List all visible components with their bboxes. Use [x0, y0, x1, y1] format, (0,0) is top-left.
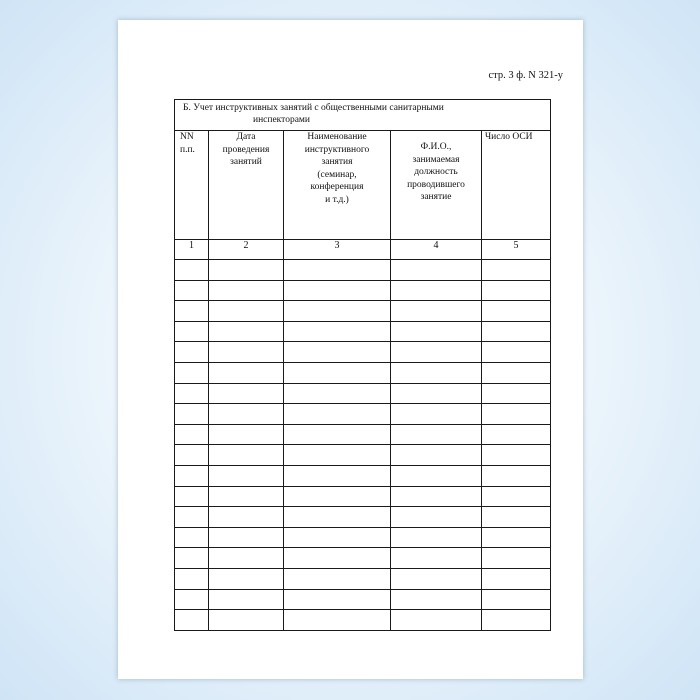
table-cell — [391, 301, 482, 322]
column-number: 1 — [175, 240, 209, 260]
table-cell — [209, 321, 284, 342]
table-cell — [482, 362, 551, 383]
table-title-line: Б. Учет инструктивных занятий с общественными санитарными — [183, 103, 444, 113]
table-cell — [391, 280, 482, 301]
table-row — [175, 260, 551, 281]
table-row — [175, 404, 551, 425]
table-cell — [209, 589, 284, 610]
table-cell — [482, 280, 551, 301]
table-cell — [175, 548, 209, 569]
table-cell — [209, 383, 284, 404]
header-date: Дата проведения занятий — [209, 131, 284, 240]
table-cell — [391, 486, 482, 507]
table-cell — [175, 342, 209, 363]
table-cell — [175, 527, 209, 548]
table-cell — [209, 445, 284, 466]
table-cell — [482, 610, 551, 631]
table-cell — [391, 383, 482, 404]
table-row — [175, 342, 551, 363]
table-cell — [284, 486, 391, 507]
table-cell — [391, 321, 482, 342]
table-cell — [284, 445, 391, 466]
table-cell — [209, 260, 284, 281]
table-cell — [482, 486, 551, 507]
table-cell — [284, 568, 391, 589]
table-row — [175, 424, 551, 445]
table-cell — [209, 362, 284, 383]
table-row — [175, 383, 551, 404]
table-cell — [209, 507, 284, 528]
table-cell — [175, 486, 209, 507]
header-row — [175, 131, 551, 240]
header-conductor: Ф.И.О., занимаемая должность проводившего занятие — [391, 131, 482, 240]
table-row — [175, 486, 551, 507]
table-cell — [175, 424, 209, 445]
table-cell — [284, 301, 391, 322]
table-cell — [209, 548, 284, 569]
table-cell — [391, 342, 482, 363]
table-cell — [175, 465, 209, 486]
table-cell — [209, 280, 284, 301]
table-cell — [284, 383, 391, 404]
table-cell — [391, 548, 482, 569]
table-cell — [175, 404, 209, 425]
table-cell — [209, 486, 284, 507]
table-cell — [482, 342, 551, 363]
table-cell — [482, 424, 551, 445]
table-cell — [391, 362, 482, 383]
table-cell — [175, 383, 209, 404]
table-cell — [175, 362, 209, 383]
table-cell — [391, 610, 482, 631]
table-cell — [175, 610, 209, 631]
table-row — [175, 321, 551, 342]
table-title-row — [175, 100, 551, 131]
header-session-name: Наименование инструктивного занятия (семинар, конференция и т.д.) — [284, 131, 391, 240]
table-cell — [209, 527, 284, 548]
table-row — [175, 589, 551, 610]
table-row — [175, 507, 551, 528]
table-cell — [209, 610, 284, 631]
table-cell — [175, 321, 209, 342]
table-cell — [175, 589, 209, 610]
table-cell — [209, 465, 284, 486]
table-cell — [482, 589, 551, 610]
table-cell — [482, 527, 551, 548]
table-cell — [482, 321, 551, 342]
table-row — [175, 280, 551, 301]
table-cell — [391, 445, 482, 466]
table-row — [175, 568, 551, 589]
page-reference: стр. 3 ф. N 321-у — [488, 70, 563, 81]
column-number: 2 — [209, 240, 284, 260]
table-cell — [391, 404, 482, 425]
table-cell — [482, 507, 551, 528]
table-cell — [482, 465, 551, 486]
table-cell — [391, 465, 482, 486]
table-row — [175, 301, 551, 322]
table-cell — [284, 342, 391, 363]
table-cell — [482, 383, 551, 404]
table-cell — [482, 301, 551, 322]
instruction-sessions-table — [174, 99, 551, 631]
table-cell — [391, 589, 482, 610]
table-cell — [482, 568, 551, 589]
table-cell — [391, 507, 482, 528]
header-number: NN п.п. — [175, 131, 209, 240]
column-number: 3 — [284, 240, 391, 260]
column-number: 4 — [391, 240, 482, 260]
table-cell — [284, 362, 391, 383]
table-row — [175, 445, 551, 466]
table-cell — [284, 260, 391, 281]
table-cell — [284, 404, 391, 425]
table-title — [175, 100, 551, 131]
table-cell — [209, 342, 284, 363]
table-cell — [175, 568, 209, 589]
table-cell — [284, 280, 391, 301]
table-cell — [391, 424, 482, 445]
table-cell — [391, 260, 482, 281]
table-cell — [209, 424, 284, 445]
table-cell — [175, 507, 209, 528]
table-row — [175, 548, 551, 569]
table-cell — [391, 527, 482, 548]
table-cell — [284, 465, 391, 486]
table-cell — [209, 404, 284, 425]
table-cell — [284, 507, 391, 528]
table-cell — [175, 280, 209, 301]
table-row — [175, 362, 551, 383]
table-cell — [209, 301, 284, 322]
table-title-line: инспекторами — [253, 115, 311, 125]
table-row — [175, 465, 551, 486]
table-cell — [482, 548, 551, 569]
table-cell — [482, 404, 551, 425]
table-cell — [175, 260, 209, 281]
table-cell — [175, 445, 209, 466]
table-cell — [209, 568, 284, 589]
table-cell — [284, 527, 391, 548]
table-cell — [284, 610, 391, 631]
header-osi-count: Число ОСИ — [482, 131, 551, 240]
table-cell — [482, 445, 551, 466]
table-cell — [284, 321, 391, 342]
table-cell — [391, 568, 482, 589]
table-cell — [284, 548, 391, 569]
column-number: 5 — [482, 240, 551, 260]
table-cell — [284, 589, 391, 610]
table-row — [175, 610, 551, 631]
column-number-row — [175, 240, 551, 260]
table-row — [175, 527, 551, 548]
table-cell — [175, 301, 209, 322]
table-cell — [284, 424, 391, 445]
table-cell — [482, 260, 551, 281]
